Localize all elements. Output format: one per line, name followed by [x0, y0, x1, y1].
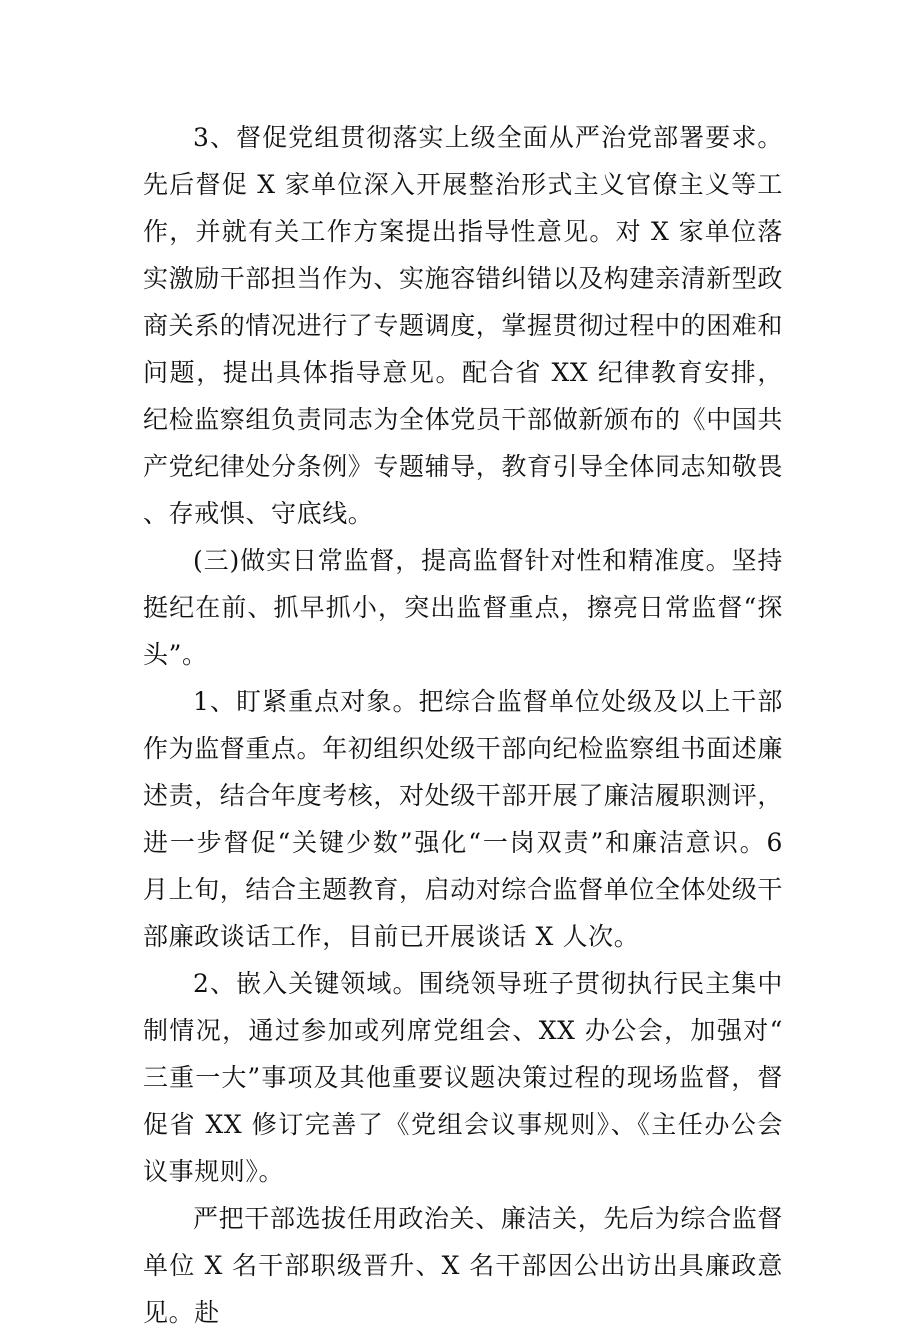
paragraph-item-3-supervise-party-group: 3、督促党组贯彻落实上级全面从严治党部署要求。先后督促 X 家单位深入开展整治形式主义官僚主义等工作，并就有关工作方案提出指导性意见。对 X 家单位落实激励干部担当作为、实施容错纠错以及构建亲清新型政商关系的情况进行了专题调度，掌握贯彻过程中的困难和问题，提出具体指导意见。配合省 XX 纪律教育安排，纪检监察组负责同志为全体党员干部做新颁布的《中国共产党纪律处分条例》专题辅导，教育引导全体同志知敬畏、存戒惧、守底线。 [143, 123, 784, 528]
paragraph-cadre-selection: 严把干部选拔任用政治关、廉洁关，先后为综合监督单位 X 名干部职级晋升、X 名干部因公出访出具廉政意见。赴 [143, 1204, 783, 1327]
document-body [143, 114, 783, 1336]
paragraph-item-1-key-targets: 1、盯紧重点对象。把综合监督单位处级及以上干部作为监督重点。年初组织处级干部向纪检监察组书面述廉述责，结合年度考核，对处级干部开展了廉洁履职测评，进一步督促“关键少数”强化“一岗双责”和廉洁意识。6 月上旬，结合主题教育，启动对综合监督单位全体处级干部廉政谈话工作，目前已开展谈话 X 人次。 [143, 687, 784, 951]
paragraph-section-three-daily-supervision: (三)做实日常监督，提高监督针对性和精准度。坚持挺纪在前、抓早抓小，突出监督重点，擦亮日常监督“探头”。 [143, 546, 783, 669]
paragraph-item-2-key-areas: 2、嵌入关键领域。围绕领导班子贯彻执行民主集中制情况，通过参加或列席党组会、XX 办公会，加强对“三重一大”事项及其他重要议题决策过程的现场监督，督促省 XX 修订完善了《党组会议事规则》、《主任办公会议事规则》。 [143, 969, 783, 1186]
